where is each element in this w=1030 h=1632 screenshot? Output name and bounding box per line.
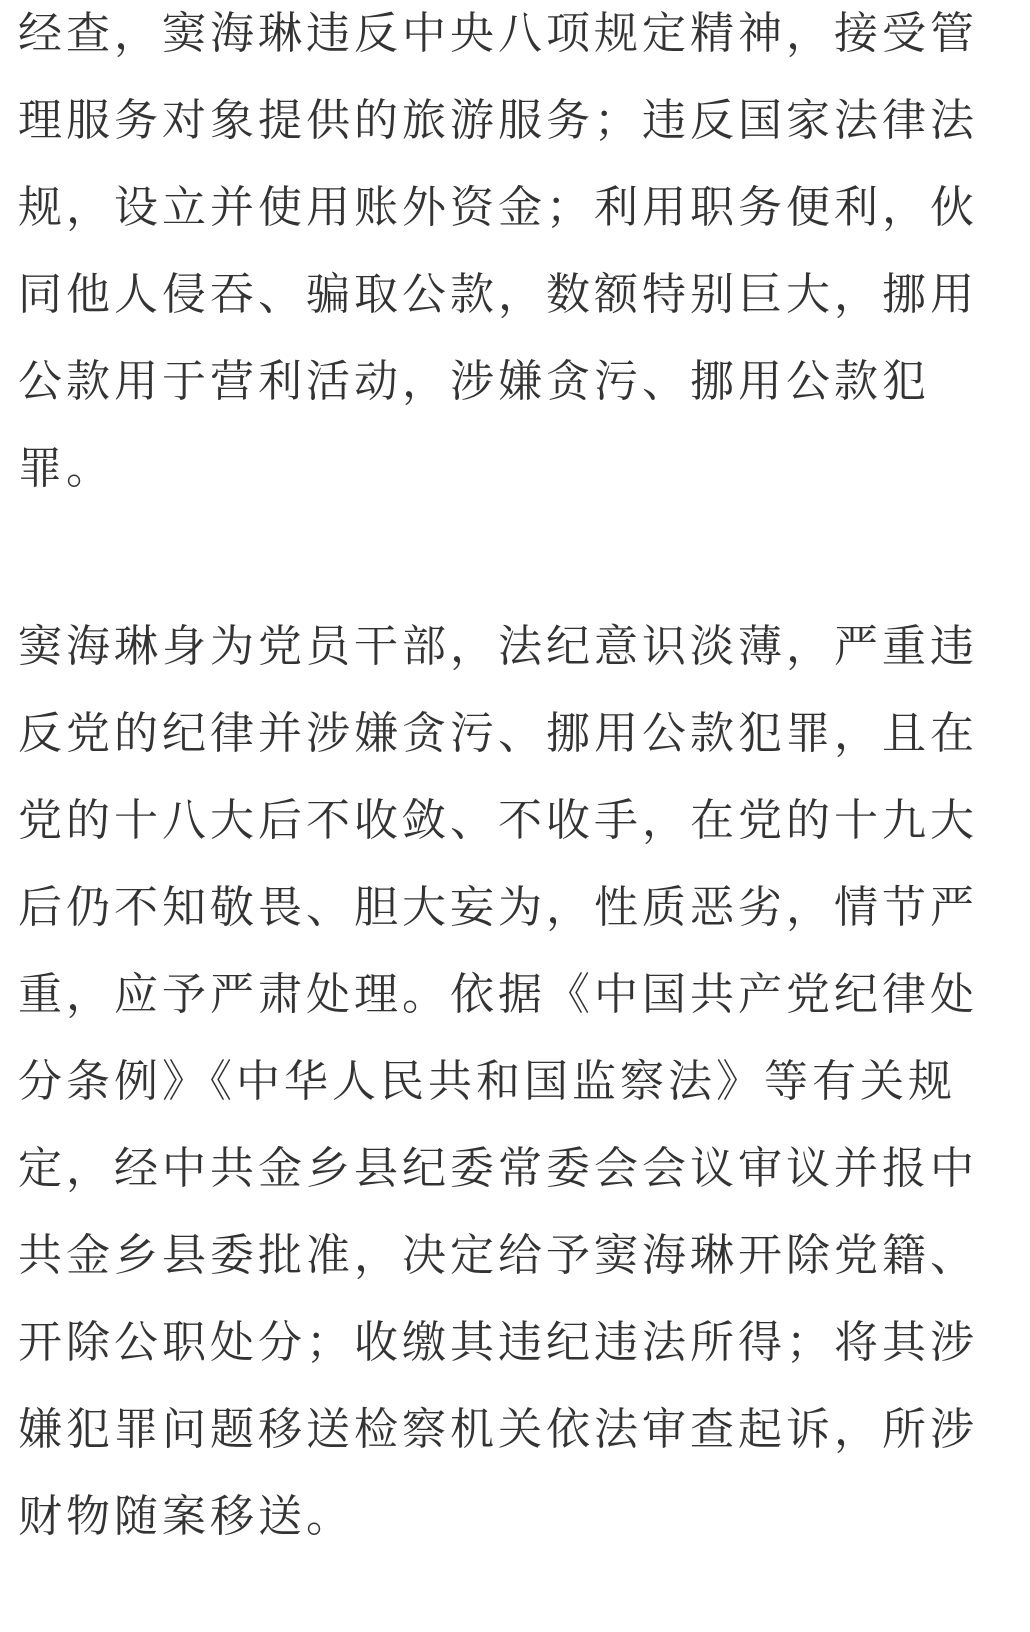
paragraph-2-line-4: 后仍不知敬畏、胆大妄为，性质恶劣，情节严 [18,882,978,933]
paragraph-2-line-5: 重，应予严肃处理。依据《中国共产党纪律处 [18,969,978,1020]
paragraph-2-line-3: 党的十八大后不收敛、不收手，在党的十九大 [18,795,978,846]
paragraph-2-line-6: 分条例》《中华人民共和国监察法》等有关规 [18,1056,956,1107]
paragraph-1-line-3: 规，设立并使用账外资金；利用职务便利，伙 [18,182,978,233]
paragraph-2-line-11: 财物随案移送。 [18,1491,354,1542]
paragraph-1-line-4: 同他人侵吞、骗取公款，数额特别巨大，挪用 [18,269,978,320]
paragraph-2-line-2: 反党的纪律并涉嫌贪污、挪用公款犯罪，且在 [18,708,978,759]
paragraph-2-line-1: 窦海琳身为党员干部，法纪意识淡薄，严重违 [18,621,978,672]
paragraph-2-line-10: 嫌犯罪问题移送检察机关依法审查起诉，所涉 [18,1404,978,1455]
paragraph-1-line-1: 经查，窦海琳违反中央八项规定精神，接受管 [18,8,978,59]
paragraph-2-line-8: 共金乡县委批准，决定给予窦海琳开除党籍、 [18,1230,978,1281]
paragraph-2-line-7: 定，经中共金乡县纪委常委会会议审议并报中 [18,1143,978,1194]
paragraph-1-line-6: 罪。 [18,443,114,494]
paragraph-2-line-9: 开除公职处分；收缴其违纪违法所得；将其涉 [18,1317,978,1368]
paragraph-1-line-5: 公款用于营利活动，涉嫌贪污、挪用公款犯 [18,356,930,407]
paragraph-1-line-2: 理服务对象提供的旅游服务；违反国家法律法 [18,95,978,146]
